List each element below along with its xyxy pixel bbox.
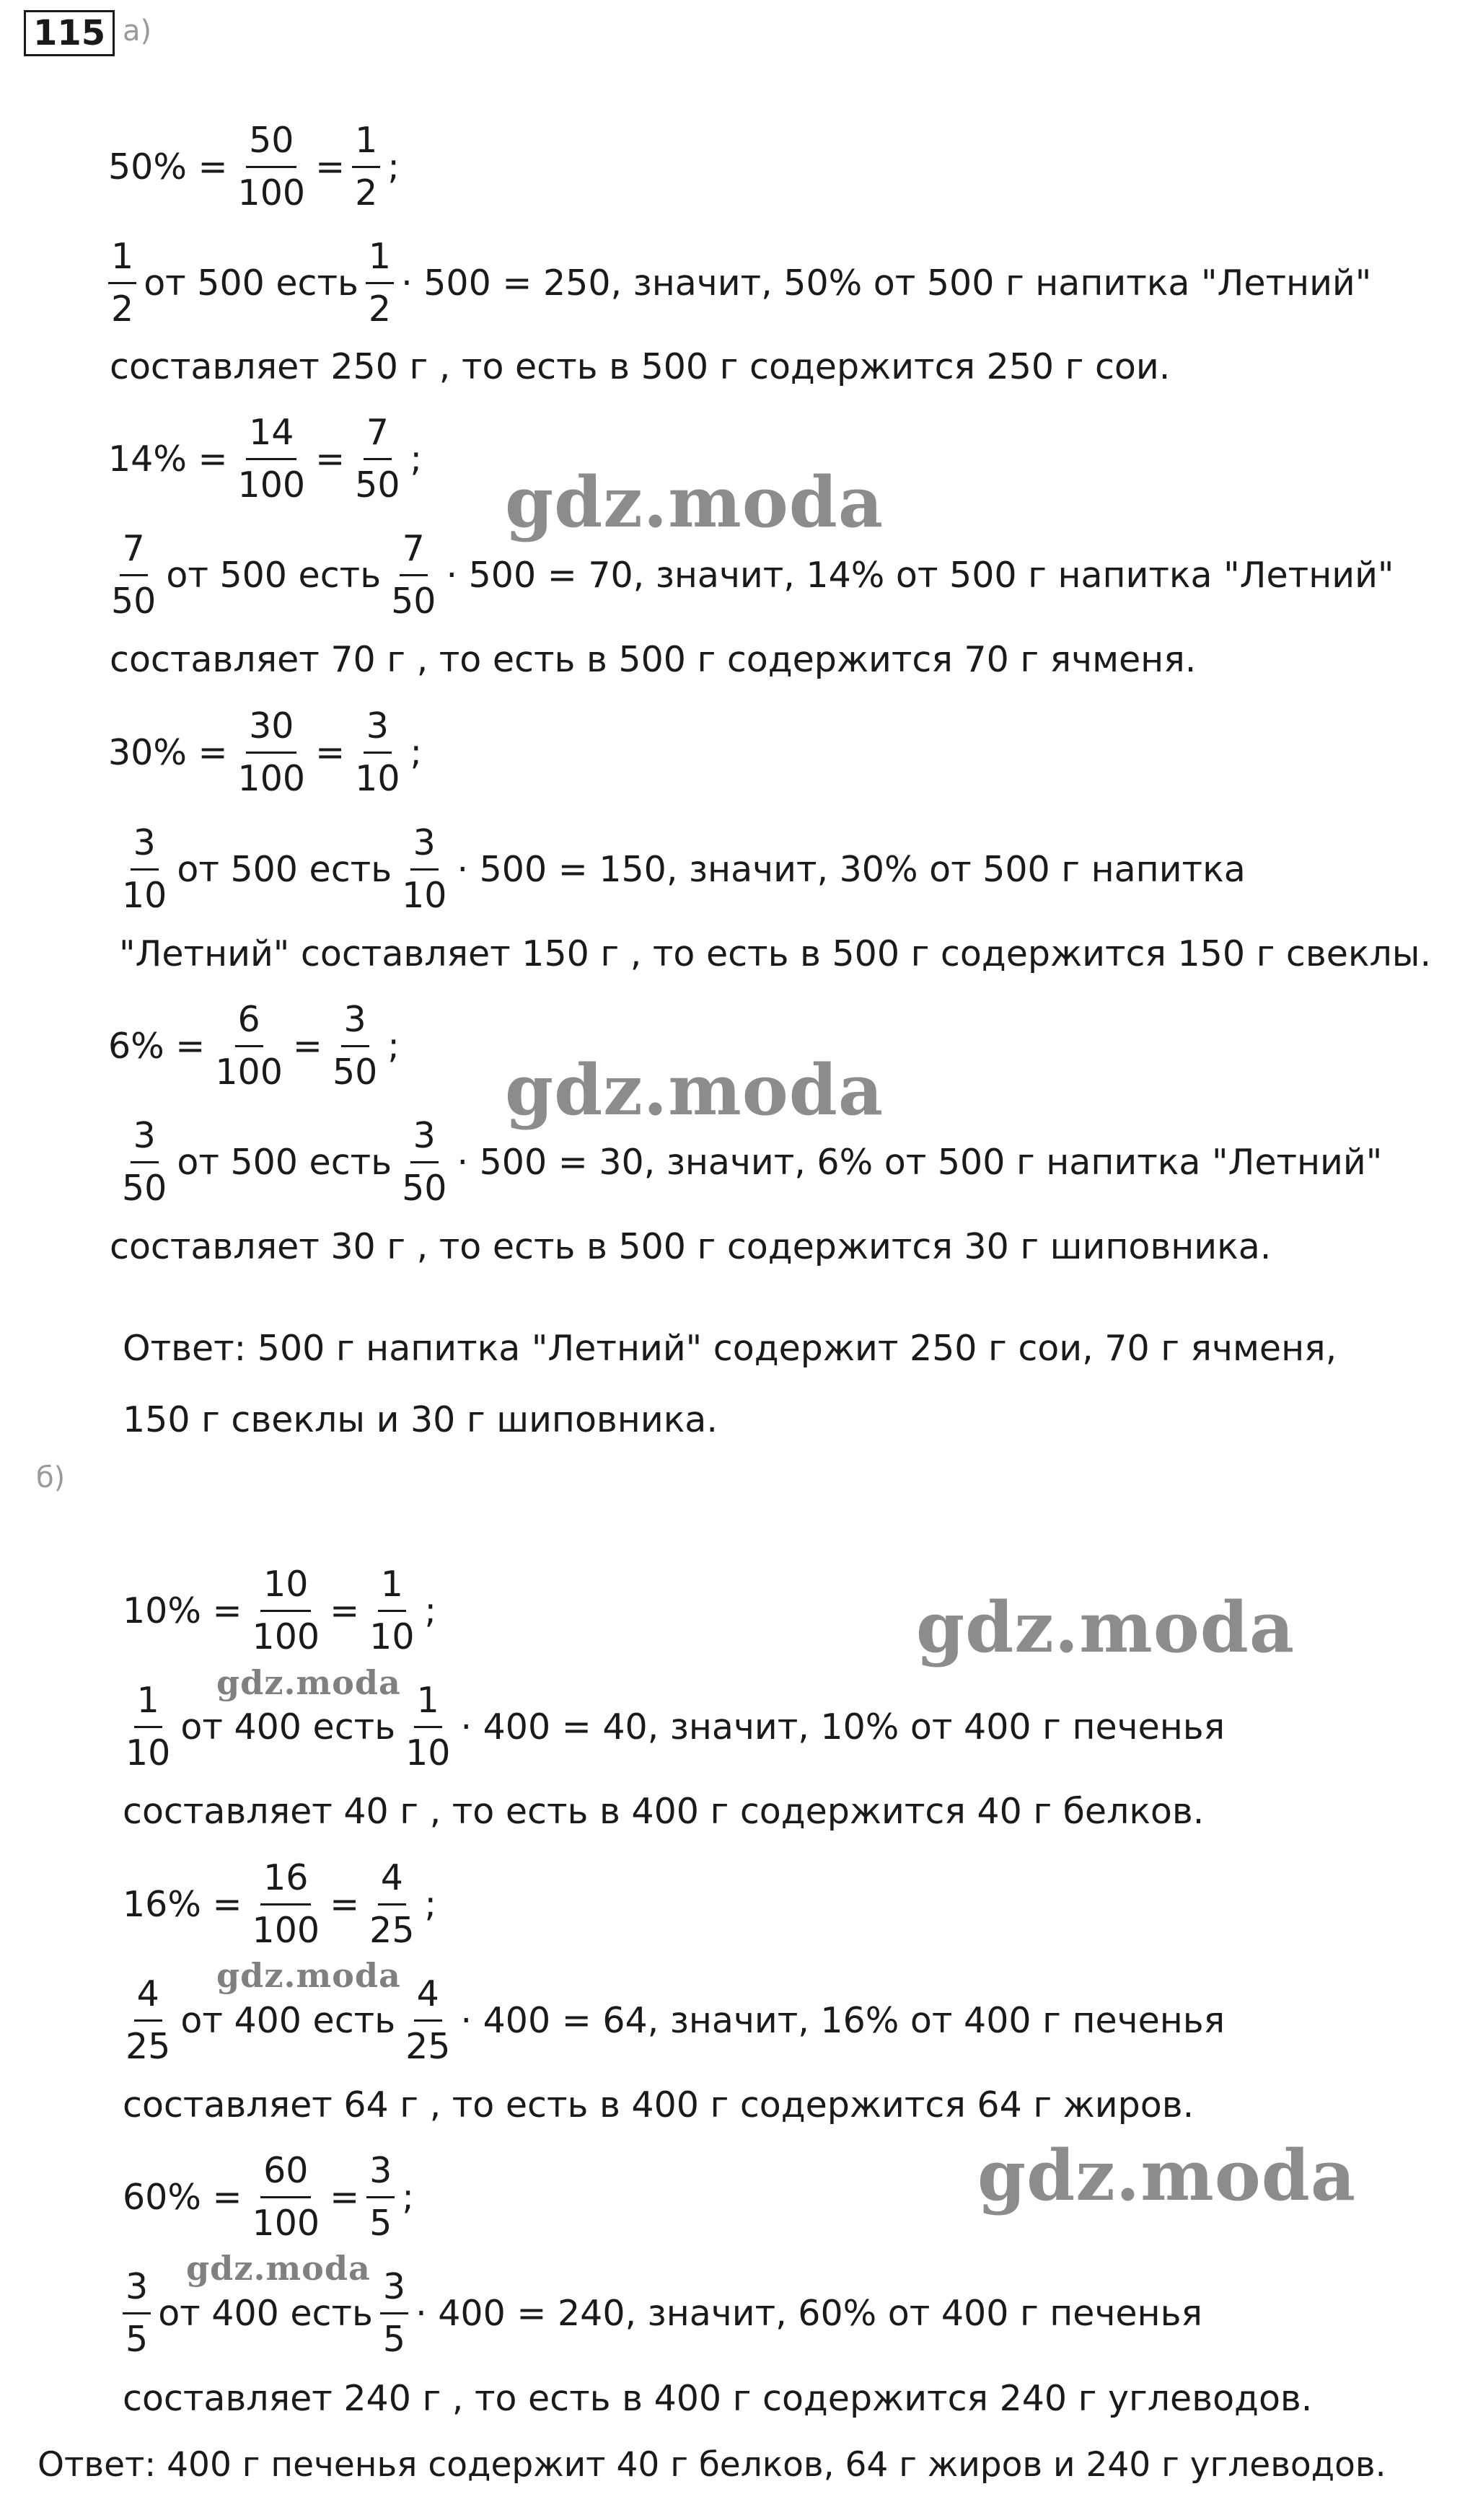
b-calc-10: $\frac{1}{10}$ от 400 есть $\frac{1}{10}$ · 400 = 40, значит, 10% от 400 г печенья (123, 1683, 1225, 1770)
b-calc-60: $\frac{3}{5}$ от 400 есть $\frac{3}{5}$ · 400 = 240, значит, 60% от 400 г печенья (123, 2270, 1202, 2356)
task-number: 115 (24, 10, 115, 56)
a-answer-line2: 150 г свеклы и 30 г шиповника. (123, 1399, 718, 1440)
watermark: gdz.moda (505, 1049, 884, 1131)
a-eq-14: 14% = $\frac{14}{100}$ = $\frac{7}{50}$ ; (108, 415, 422, 502)
a-result-30: "Летний" составляет 150 г , то есть в 500 г содержится 150 г свеклы. (119, 933, 1432, 974)
a-calc-14: $\frac{7}{50}$ от 500 есть $\frac{7}{50}$ · 500 = 70, значит, 14% от 500 г напитка "Летний" (108, 532, 1394, 618)
b-answer: Ответ: 400 г печенья содержит 40 г белков, 64 г жиров и 240 г углеводов. (38, 2445, 1386, 2485)
a-eq-50: 50% = $\frac{50}{100}$ = $\frac{1}{2}$ ; (108, 123, 400, 210)
part-b-label: б) (36, 1461, 66, 1494)
part-a-label: а) (123, 14, 152, 48)
b-result-16: составляет 64 г , то есть в 400 г содержится 64 г жиров. (123, 2084, 1195, 2125)
b-result-60: составляет 240 г , то есть в 400 г содержится 240 г углеводов. (123, 2378, 1313, 2419)
a-result-6: составляет 30 г , то есть в 500 г содержится 30 г шиповника. (110, 1226, 1272, 1267)
a-calc-50: $\frac{1}{2}$ от 500 есть $\frac{1}{2}$ · 500 = 250, значит, 50% от 500 г напитка "Летний" (108, 239, 1371, 326)
a-result-14: составляет 70 г , то есть в 500 г содержится 70 г ячменя. (110, 639, 1197, 680)
watermark: gdz.moda (216, 1956, 401, 1995)
a-calc-6: $\frac{3}{50}$ от 500 есть $\frac{3}{50}$ · 500 = 30, значит, 6% от 500 г напитка "Летний" (119, 1119, 1382, 1205)
b-result-10: составляет 40 г , то есть в 400 г содержится 40 г белков. (123, 1791, 1205, 1832)
watermark: gdz.moda (216, 1663, 401, 1702)
a-eq-6: 6% = $\frac{6}{100}$ = $\frac{3}{50}$ ; (108, 1003, 400, 1089)
a-calc-30: $\frac{3}{10}$ от 500 есть $\frac{3}{10}$ · 500 = 150, значит, 30% от 500 г напитка (119, 826, 1246, 912)
watermark: gdz.moda (505, 462, 884, 543)
b-eq-10: 10% = $\frac{10}{100}$ = $\frac{1}{10}$ ; (123, 1567, 436, 1654)
b-calc-16: $\frac{4}{25}$ от 400 есть $\frac{4}{25}$ · 400 = 64, значит, 16% от 400 г печенья (123, 1977, 1225, 2063)
a-answer-line1: Ответ: 500 г напитка "Летний" содержит 250 г сои, 70 г ячменя, (123, 1328, 1337, 1369)
b-eq-16: 16% = $\frac{16}{100}$ = $\frac{4}{25}$ ; (123, 1861, 436, 1947)
watermark: gdz.moda (977, 2135, 1357, 2216)
a-result-50: составляет 250 г , то есть в 500 г содержится 250 г сои. (110, 346, 1171, 387)
watermark: gdz.moda (186, 2249, 371, 2288)
a-eq-30: 30% = $\frac{30}{100}$ = $\frac{3}{10}$ ; (108, 709, 422, 796)
b-eq-60: 60% = $\frac{60}{100}$ = $\frac{3}{5}$ ; (123, 2154, 414, 2240)
watermark: gdz.moda (916, 1587, 1295, 1668)
